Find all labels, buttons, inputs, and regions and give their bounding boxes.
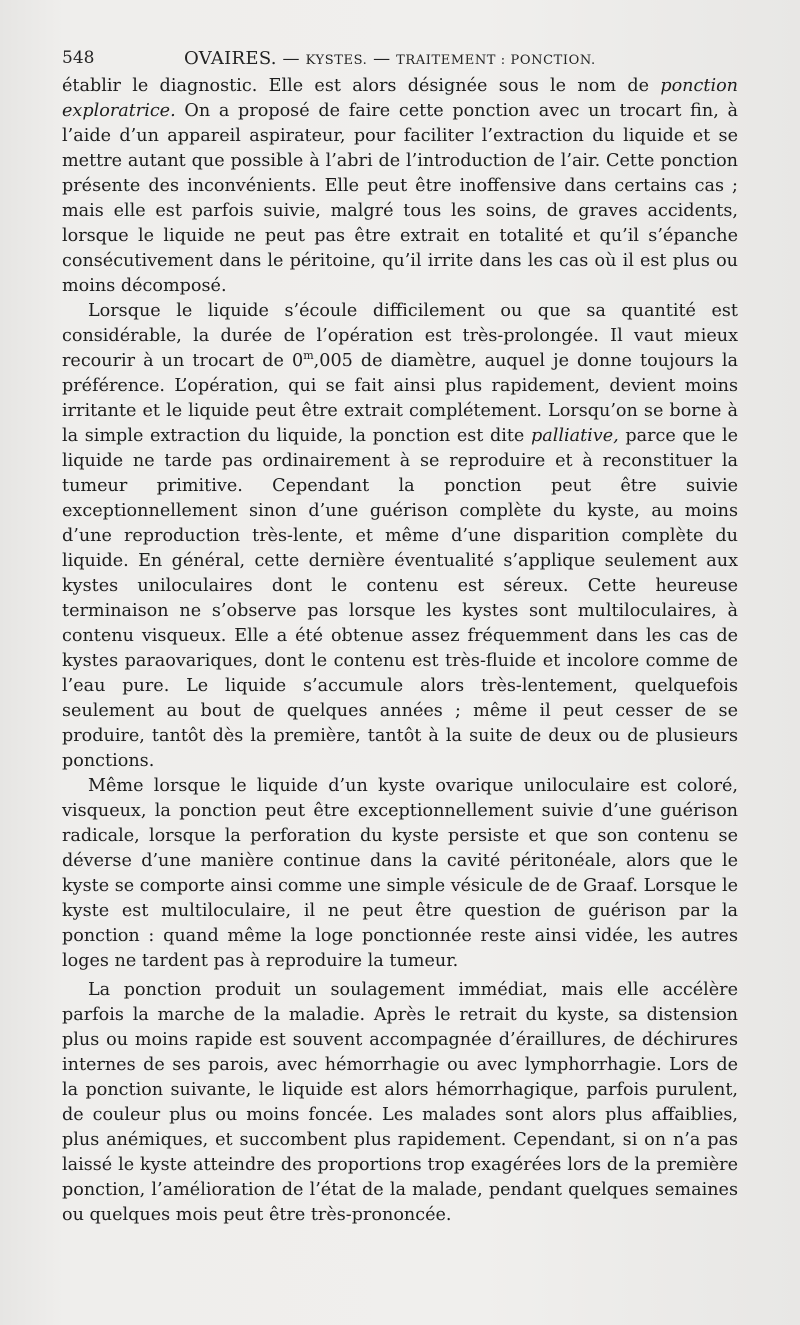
running-header (62, 48, 742, 72)
paragraph-2-part-c: parce que le liquide ne tarde pas ordinairement à se reproduire et à reconstituer la tumeur primitive. Cependant la ponction peut être suivie exceptionnellement sinon d’une guérison complète du kyste, au moins d’une reproduction très-lente, et même d’une disparition complète du liquide. En général, cette dernière éventualité s’applique seulement aux kystes uniloculaires dont le contenu est séreux. Cette heureuse terminaison ne s’observe pas lorsque les kystes sont multiloculaires, à contenu visqueux. Elle a été obtenue assez fréquemment dans les cas de kystes paraovariques, dont le contenu est très-fluide et incolore comme de l’eau pure. Le liquide s’accumule alors très-lentement, quelquefois seulement au bout de quelques années ; même il peut cesser de se produire, tantôt dès la première, tantôt à la suite de deux ou de plusieurs ponctions. (62, 426, 738, 771)
running-title (184, 48, 596, 69)
title-traitement: TRAITEMENT : PONCTION. (396, 53, 596, 68)
paragraph-3: Même lorsque le liquide d’un kyste ovarique uniloculaire est coloré, visqueux, la ponction peut être exceptionnellement suivie d’une guérison radicale, lorsque la perforation du kyste persiste et que son contenu se déverse d’une manière continue dans la cavité péritonéale, alors que le kyste se comporte ainsi comme une simple vésicule de de Graaf. Lorsque le kyste est multiloculaire, il ne peut être question de guérison par la ponction : quand même la loge ponctionnée reste ainsi vidée, les autres loges ne tardent pas à reproduire la tumeur. (62, 776, 738, 971)
title-separator-2: — (367, 49, 397, 69)
paragraph-1-part-b: On a proposé de faire cette ponction avec un trocart fin, à l’aide d’un appareil aspirateur, pour faciliter l’extraction du liquide et se mettre autant que possible à l’abri de l’introduction de l’air. Cette ponction présente des inconvénients. Elle peut être inoffensive dans certains cas ; mais elle est parfois suivie, malgré tous les soins, de graves accidents, lorsque le liquide ne peut pas être extrait en totalité et qu’il s’épanche consécutivement dans le péritoine, qu’il irrite dans les cas où il est plus ou moins décomposé. (62, 101, 738, 296)
unit-superscript: m (303, 349, 314, 363)
body-text (62, 74, 738, 1228)
title-kystes: KYSTES. (305, 53, 368, 68)
paragraph-4: La ponction produit un soulagement immédiat, mais elle accélère parfois la marche de la maladie. Après le retrait du kyste, sa distension plus ou moins rapide est souvent accompagnée d’éraillures, de déchirures internes de ses parois, avec hémorrhagie ou avec lymphorrhagie. Lors de la ponction suivante, le liquide est alors hémorrhagique, parfois purulent, de couleur plus ou moins foncée. Les malades sont alors plus affaiblies, plus anémiques, et succombent plus rapidement. Cependant, si on n’a pas laissé le kyste atteindre des proportions trop exagérées lors de la première ponction, l’amélioration de l’état de la malade, pendant quelques semaines ou quelques mois peut être très-prononcée. (62, 980, 738, 1225)
paragraph-2-part-b: ,005 de diamètre, auquel je donne toujours la préférence. L’opération, qui se fait ainsi plus rapidement, devient moins irritante et le liquide peut être extrait complétement. Lorsqu’on se borne à la simple extraction du liquide, la ponction est dite (62, 351, 738, 446)
page-number: 548 (62, 48, 95, 68)
term-ponction-exploratrice: ponction exploratrice. (62, 76, 738, 121)
paragraph-1 (62, 74, 738, 299)
title-ovaires: OVAIRES. (184, 48, 277, 69)
paragraph-1-part-a: établir le diagnostic. Elle est alors désignée sous le nom de (62, 76, 661, 96)
paragraph-2 (62, 299, 738, 774)
paragraph-2-part-a: Lorsque le liquide s’écoule difficilement ou que sa quantité est considérable, la durée de l’opération est très-prolongée. Il vaut mieux recourir à un trocart de 0 (62, 301, 738, 371)
term-palliative: palliative, (530, 426, 619, 446)
title-separator-1: — (276, 49, 306, 69)
